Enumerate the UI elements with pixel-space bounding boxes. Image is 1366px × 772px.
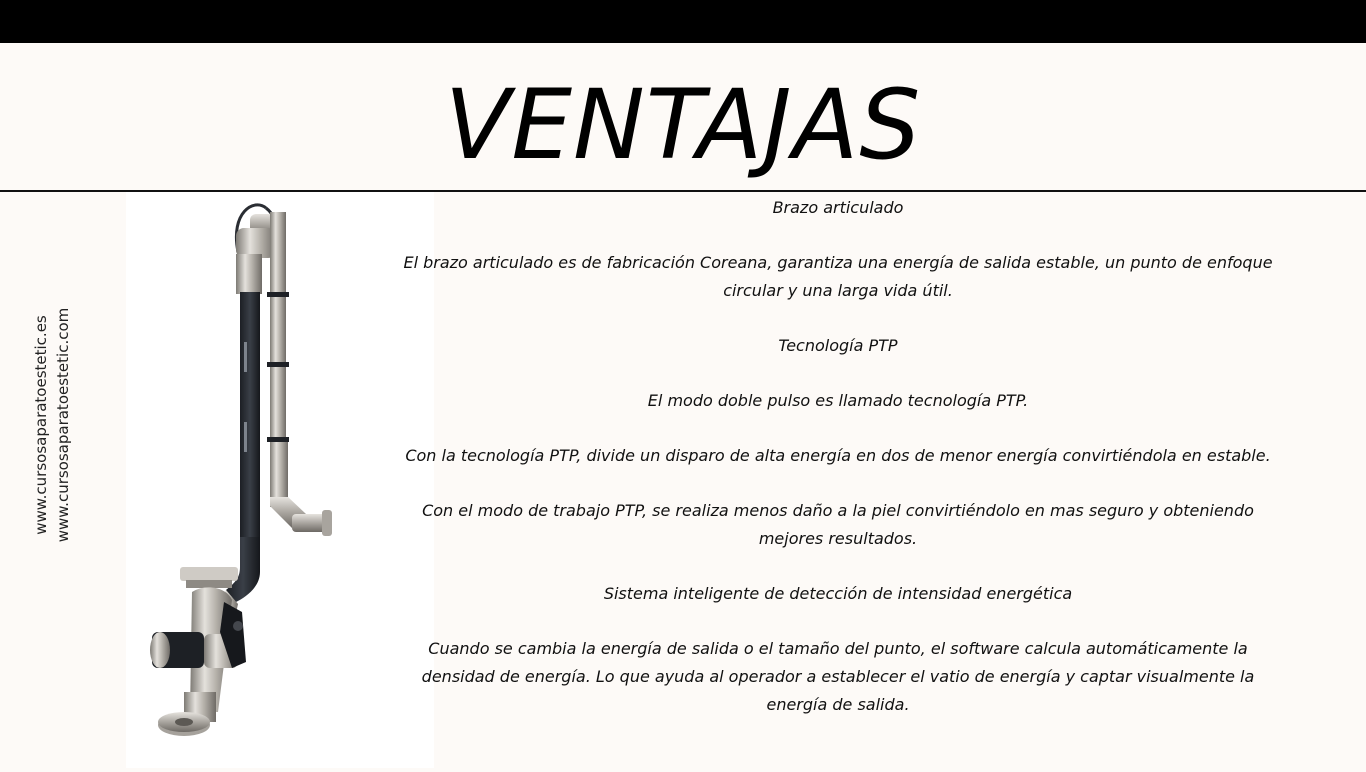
paragraph-sistema-descripcion: Cuando se cambia la energía de salida o el tamaño del punto, el software calcula automáticamente la densidad de energía. Lo que ayuda al operador a establecer el vatio de energía y captar visualmente la energía de salida. [421, 639, 1255, 714]
heading-sistema-inteligente: Sistema inteligente de detección de intensidad energética [603, 584, 1073, 603]
heading-tecnologia-ptp: Tecnología PTP [778, 336, 898, 355]
paragraph-brazo-descripcion: El brazo articulado es de fabricación Coreana, garantiza una energía de salida estable, un punto de enfoque circular y una larga vida útil. [403, 253, 1273, 300]
paragraph-doble-pulso: El modo doble pulso es llamado tecnología PTP. [647, 391, 1029, 410]
advantages-content [400, 194, 1276, 746]
website-link-es[interactable]: www.cursosaparatoestetic.es [32, 315, 50, 535]
paragraph-ptp-seguridad: Con el modo de trabajo PTP, se realiza menos daño a la piel convirtiéndolo en mas seguro y obteniendo mejores resultados. [422, 501, 1254, 548]
heading-brazo-articulado: Brazo articulado [772, 198, 904, 217]
page-title: VENTAJAS [444, 69, 922, 181]
website-link-com[interactable]: www.cursosaparatoestetic.com [54, 307, 72, 543]
paragraph-ptp-division: Con la tecnología PTP, divide un disparo de alta energía en dos de menor energía convirtiéndola en estable. [405, 446, 1271, 465]
top-bar [0, 0, 1366, 43]
articulated-arm-illustration [126, 192, 434, 768]
articulated-arm-image [126, 192, 434, 768]
